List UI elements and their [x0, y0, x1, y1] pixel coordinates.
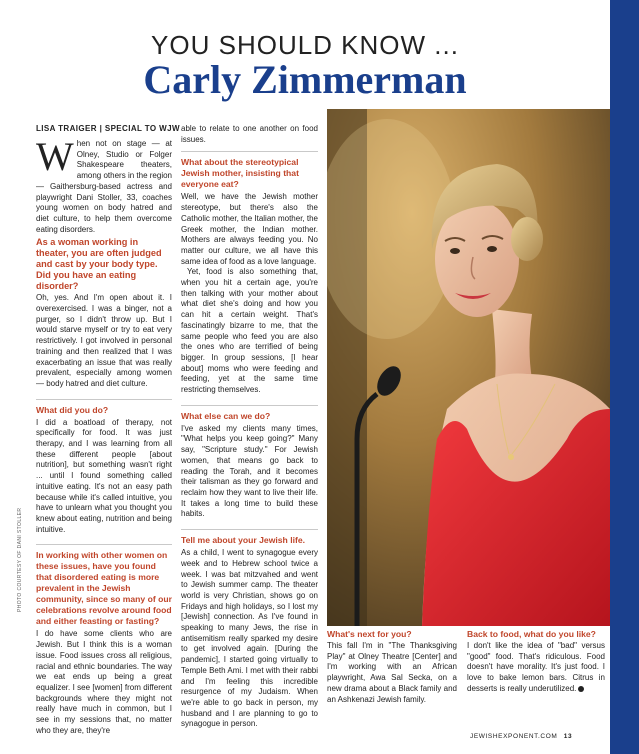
article-column-4: [467, 627, 605, 695]
end-mark-icon: [578, 686, 584, 692]
question-5: What else can we do?: [181, 405, 318, 422]
question-8: Back to food, what do you like?: [467, 629, 596, 639]
article-column-3: [327, 627, 457, 705]
photo-credit: PHOTO COURTESY OF DANI STOLLER: [17, 507, 23, 612]
footer-site: JEWISHEXPONENT.COM: [470, 733, 558, 740]
byline: LISA TRAIGER | SPECIAL TO WJW: [36, 124, 180, 133]
answer-8: I don't like the idea of "bad" versus "good" food. That's ridiculous. Food doesn't have morality. It's just food. I love to bake lemon bars. Citrus in desserts is really underutilized.: [467, 641, 605, 693]
page-footer: [470, 733, 572, 740]
drop-cap: W: [36, 134, 74, 179]
answer-2: I did a boatload of therapy, not specifically for food. It was just therapy, and I was learning from all these different people [about nutrition], but something wasn't right ... until I found something called intuitive eating. It's not an easy path because while it's called intuitive, you have to unlearn what you thought you knew about eating, nutrition and being intuitive.: [36, 417, 172, 534]
article-column-1: [36, 134, 172, 736]
kicker-heading: YOU SHOULD KNOW ...: [151, 30, 459, 60]
intro-paragraph: When not on stage — at Olney, Studio or Folger Shakespeare theaters, among others in the region — Gaithersburg-based actress and playwright Dani Stoller, 33, coaches young women on body hatred and diet culture, to help them overcome eating disorders.: [36, 134, 172, 234]
question-4: What about the stereotypical Jewish mother, insisting that everyone eat?: [181, 151, 318, 190]
answer-1: Oh, yes. And I'm open about it. I overexercised. I was a binger, not a purger, so I didn't throw up. But I would starve myself or try to eat very restrictively. I got involved in personal training and then realized that I was exacerbating an issue that was really prevalent, especially among women — body hatred and diet culture.: [36, 293, 172, 388]
question-7: What's next for you?: [327, 629, 412, 639]
question-1: As a woman working in theater, you are often judged and cast by your body type. Did you have an eating disorder?: [36, 237, 162, 292]
question-6: Tell me about your Jewish life.: [181, 529, 318, 546]
answer-3-continued: able to relate to one another on food issues.: [181, 124, 318, 144]
portrait-photo: [327, 109, 610, 626]
headline-name: Carly Zimmerman: [143, 57, 467, 102]
answer-4a: Well, we have the Jewish mother stereotype, but there's also the Catholic mother, the Italian mother, the Greek mother, the Indian mother. Mothers are always feeding you. No matter our culture, we all have this same idea of food as a love language.: [181, 192, 318, 266]
portrait-illustration: [327, 109, 610, 626]
answer-7: This fall I'm in "The Thanksgiving Play" at Olney Theatre [Center] and I'm working with an African playwright, Awa Sal Secka, on a new drama about a Black family and an Ashkenazi Jewish family.: [327, 641, 457, 704]
question-3: In working with other women on these issues, have you found that disordered eating is more prevalent in the Jewish community, since so many of our celebrations revolve around food and either feasting or fasting?: [36, 544, 172, 627]
question-2: What did you do?: [36, 399, 172, 416]
article-column-2: [181, 124, 318, 730]
answer-4b: Yet, food is also something that, when you hit a certain age, you're then talking with your mother about what diet she's doing and how you can hit a certain weight. That's fascinatingly bizarre to me, that the same people who feed you are also the ones who are terrified of being bigger. In group sessions, [I hear about] moms who were feeding and feeding, yet at the same time restricting themselves.: [181, 267, 318, 395]
accent-bar: [610, 0, 639, 754]
page-number: 13: [563, 733, 573, 740]
answer-6: As a child, I went to synagogue every week and to Hebrew school twice a week. I was bat mitzvahed and went to Jewish summer camp. The theater world is very Christian, shows go on Fridays and high holidays, so I lost my [Jewish] connection. As I've found in speaking to many Jews, the rise in antisemitism really sparked my desire to get involved again. [During the pandemic], I started going virtually to Temple Beth Ami. I met with their rabbi and I'm feeling this incredible resurgence of my Judaism. When we're able to go back in person, my husband and I are planning to go to synagogue in person.: [181, 548, 318, 729]
answer-3: I do have some clients who are Jewish. But I think this is a woman issue. Food issues cross all religious, racial and ethnic boundaries. The way we eat ends up being a great equalizer. I see [women] from different backgrounds where they might not really have much in common, but I see in my sessions that, no matter who they are, they're: [36, 629, 172, 735]
answer-5: I've asked my clients many times, "What helps you keep going?" Many say, "Scripture study." For Jewish women, that means go back to reading the Torah, and it becomes their talisman as they go forward and reclaim how they want to live their life. It takes a long time to build these habits.: [181, 423, 318, 519]
